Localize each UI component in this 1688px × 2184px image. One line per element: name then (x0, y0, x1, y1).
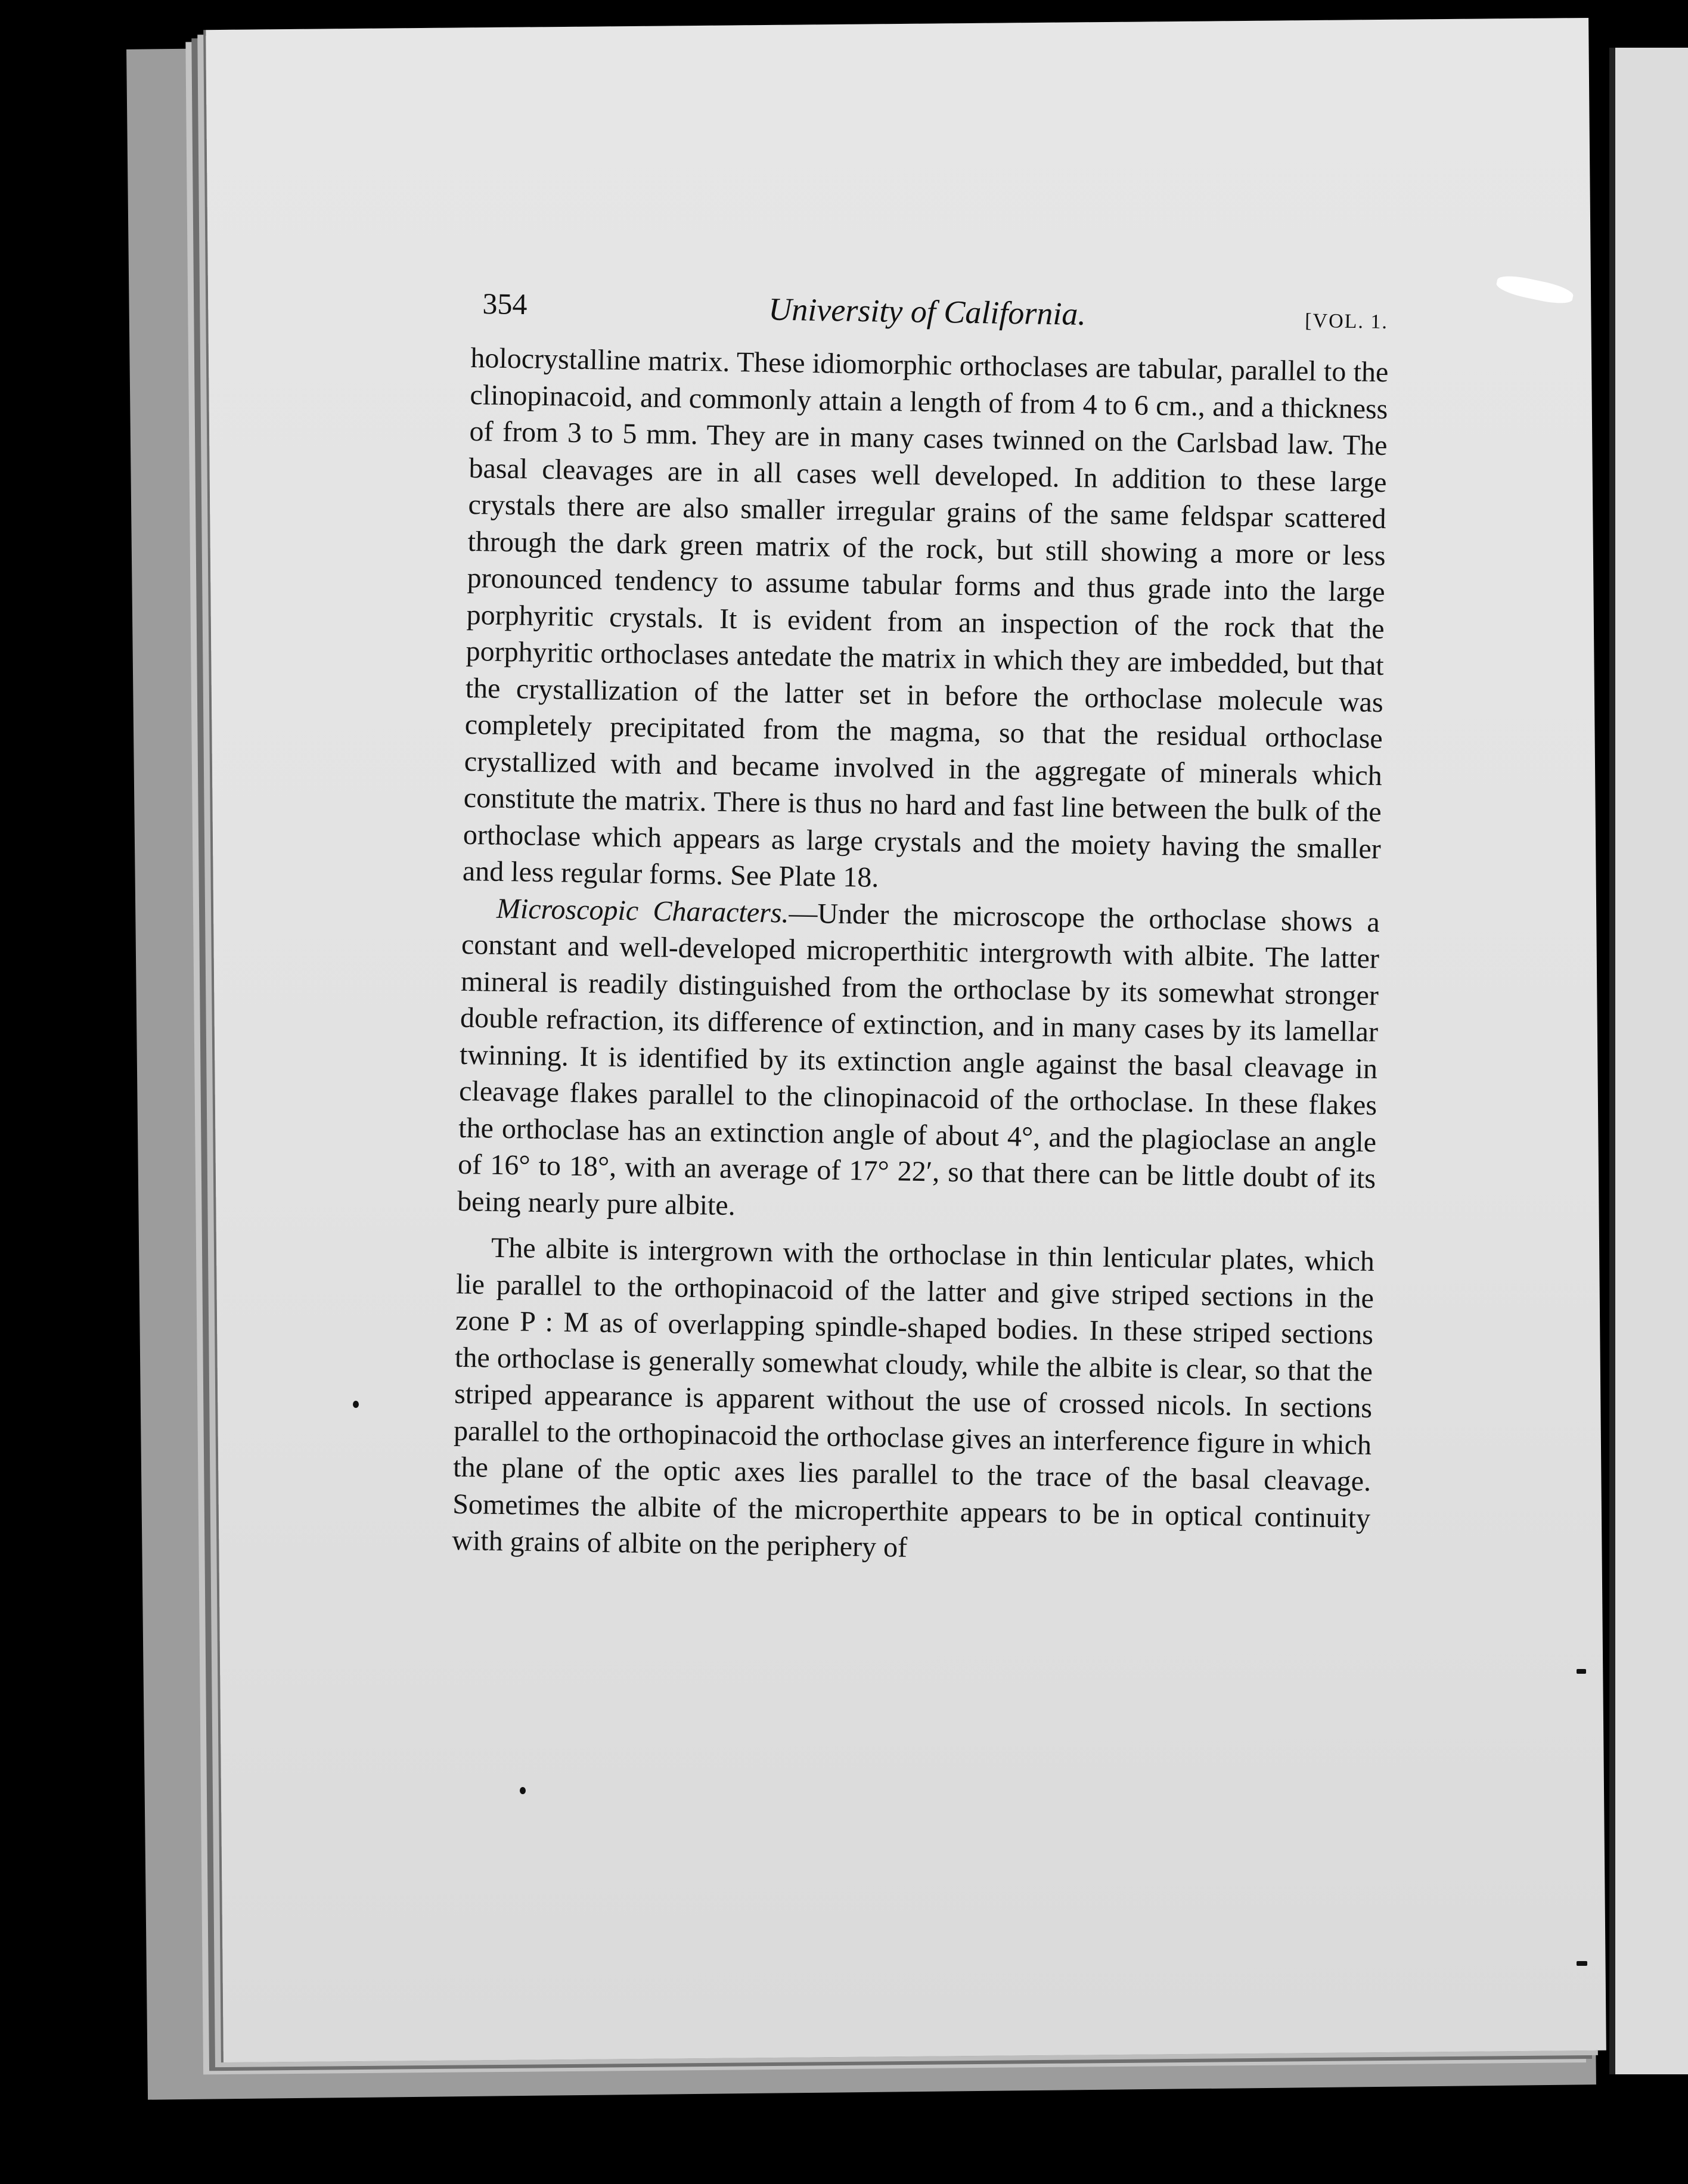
facing-page-edge (1609, 48, 1688, 2074)
dust-speck (1577, 1961, 1587, 1966)
page-number: 354 (482, 286, 528, 321)
dust-speck (1577, 1669, 1586, 1674)
paragraph-3: The albite is intergrown with the orthoclase in thin lenticular plates, which lie parallel to the orthopinacoid of the latter and give striped sections in the zone P : M as of overlapping spindle-shaped bodies. In these striped sections the orthoclase is generally somewhat cloudy, while the albite is clear, so that the striped appearance is apparent without the use of crossed nicols. In sections parallel to the orthopinacoid the orthoclase gives an interference figure in which the plane of the optic axes lies parallel to the trace of the basal cleavage. Sometimes the albite of the microperthite appears to be in optical continuity with grains of albite on the periphery of (451, 1231, 1375, 1563)
dust-speck (520, 1787, 526, 1794)
paragraph-2-body: —Under the microscope the orthoclase shows a constant and well-developed microperthitic intergrowth with albite. The latter mineral is readily distinguished from the orthoclase by its somewhat stronger double refraction, its difference of extinction, and in many cases by its lamellar twinning. It is identified by its extinction angle against the basal cleavage in cleavage flakes parallel to the clinopinacoid of the orthoclase. In these flakes the orthoclase has an extinction angle of about 4°, and the plagioclase an angle of 16° to 18°, with an average of 17° 22′, so that there can be little doubt of its being nearly pure albite. (457, 897, 1380, 1221)
body-text (452, 340, 1389, 1573)
running-title: University of California. (768, 291, 1087, 332)
section-heading: Microscopic Characters. (496, 892, 789, 929)
dust-speck (353, 1401, 359, 1408)
paragraph-2 (457, 889, 1380, 1234)
paragraph-1: holocrystalline matrix. These idiomorphic orthoclases are tabular, parallel to the clinopinacoid, and commonly attain a length of from 4 to 6 cm., and a thickness of from 3 to 5 mm. They are in many cases twinned on the Carlsbad law. The basal cleavages are in all cases well developed. In addition to these large crystals there are also smaller irregular grains of the same feldspar scattered through the dark green matrix of the rock, but still showing a more or less pronounced tendency to assume tabular forms and thus grade into the large porphyritic crystals. It is evident from an inspection of the rock that the porphyritic orthoclases antedate the matrix in which they are imbedded, but that the crystallization of the latter set in before the orthoclase molecule was completely precipitated from the magma, so that the residual orthoclase crystallized with and became involved in the aggregate of minerals which constitute the matrix. There is thus no hard and fast line between the bulk of the orthoclase which appears as large crystals and the moiety having the smaller and less regular forms. See Plate 18. (462, 342, 1389, 894)
volume-label: [VOL. 1. (1304, 309, 1389, 333)
